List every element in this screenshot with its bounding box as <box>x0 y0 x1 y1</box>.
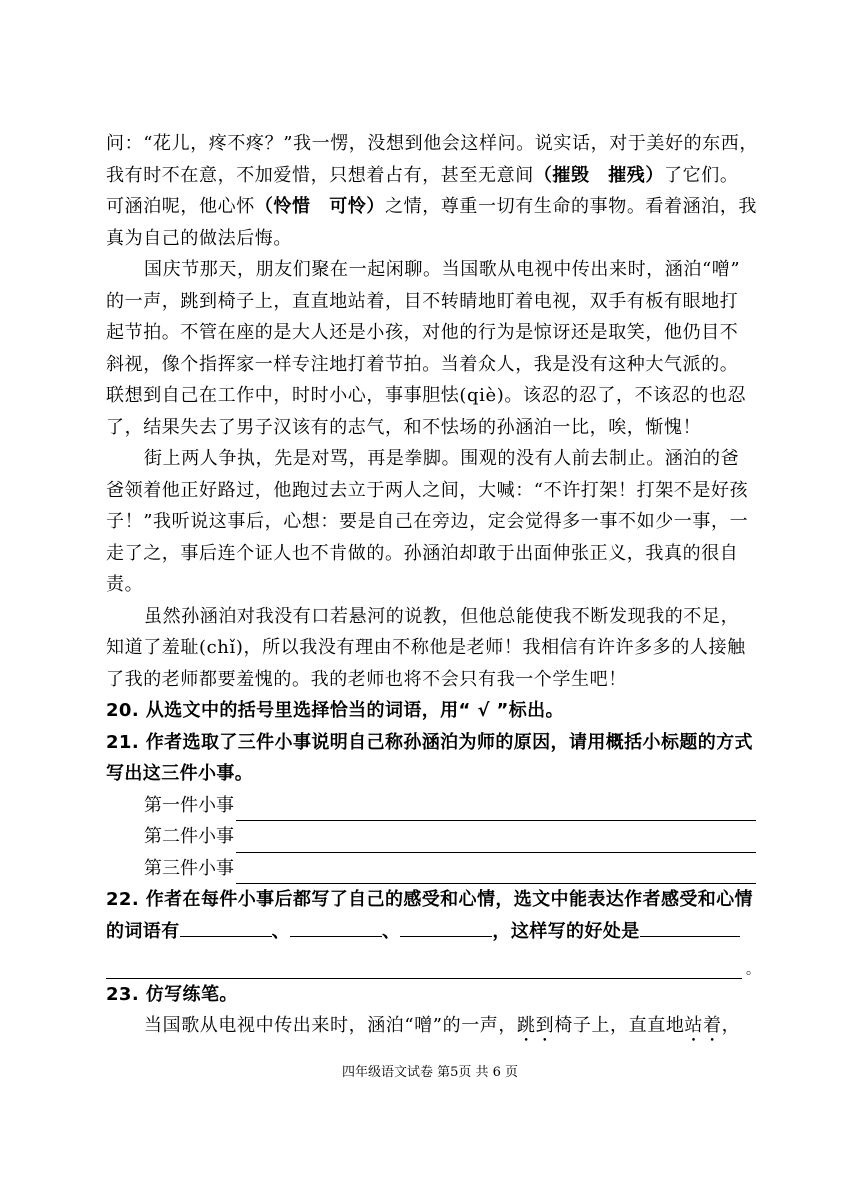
passage-line: 斜视，像个指挥家一样专注地打着节拍。当着众人，我是没有这种大气派的。 <box>106 353 739 375</box>
answer-blank[interactable] <box>236 798 756 821</box>
passage-line: 了，结果失去了男子汉该有的志气，和不怯场的孙涵泊一比，唉，惭愧！ <box>106 416 702 438</box>
passage-line: 责。 <box>106 574 144 595</box>
q23-emphasis: 站着 <box>684 1015 722 1036</box>
passage-line <box>106 191 760 223</box>
answer-blank[interactable] <box>180 916 272 937</box>
answer-label: 第三件小事 <box>144 857 234 879</box>
answer-blank[interactable] <box>290 916 382 937</box>
passage-line: 问：“花儿，疼不疼？”我一愣，没想到他会这样问。说实话，对于美好的东西， <box>106 133 759 154</box>
passage-text: 我有时不在意，不加爱惜，只想着占有，甚至无意间 <box>106 164 534 186</box>
q22-separator: 、 <box>271 920 291 942</box>
passage-line: 起节拍。不管在座的是大人还是小孩，对他的行为是惊讶还是取笑，他仍目不 <box>106 322 739 343</box>
question-22-cont <box>106 916 760 948</box>
passage-line <box>106 160 760 192</box>
q22-text: 的词语有 <box>106 920 180 942</box>
passage-line: 了我的老师都要羞愧的。我的老师也将不会只有我一个学生吧！ <box>106 668 627 690</box>
passage-line: 国庆节那天，朋友们聚在一起闲聊。当国歌从电视中传出来时，涵泊“噌” <box>144 259 741 280</box>
question-21: 21. 作者选取了三件小事说明自己称孙涵泊为师的原因，请用概括小标题的方式 <box>106 731 753 753</box>
answer-blank[interactable] <box>236 861 756 884</box>
word-choice-2[interactable]: （怜惜 可怜） <box>254 196 386 217</box>
answer-row-3 <box>106 853 760 885</box>
q23-text: 当国歌从电视中传出来时，涵泊“噌”的一声， <box>144 1015 518 1036</box>
passage-line: 虽然孙涵泊对我没有口若悬河的说教，但他总能使我不断发现我的不足， <box>144 605 740 627</box>
passage-line: 爸领着他正好路过，他跑过去立于两人之间，大喊：“不许打架！打架不是好孩 <box>106 479 749 501</box>
q22-end: 。 <box>746 961 760 978</box>
question-23: 23. 仿写练笔。 <box>106 983 238 1005</box>
passage-text: 了它们。 <box>664 164 739 186</box>
page-footer: 四年级语文试卷 第5页 共 6 页 <box>341 1065 519 1080</box>
q23-text: 椅子上，直直地 <box>554 1015 685 1036</box>
passage-line: 联想到自己在工作中，时时小心，事事胆怯(qiè)。该忍的忍了，不该忍的也忍 <box>106 385 747 406</box>
passage-line: 走了之，事后连个证人也不肯做的。孙涵泊却敢于出面伸张正义，我真的很自 <box>106 542 739 564</box>
q22-separator: 、 <box>382 920 401 942</box>
answer-blank[interactable] <box>640 916 740 937</box>
answer-label: 第一件小事 <box>144 794 234 816</box>
passage-line: 街上两人争执，先是对骂，再是拳脚。围观的没有人前去制止。涵泊的爸 <box>144 448 740 469</box>
passage-text: 可涵泊呢，他心怀 <box>106 196 255 217</box>
word-choice-1[interactable]: （摧毁 摧残） <box>533 164 665 186</box>
q22-text: ，这样写的好处是 <box>492 920 640 942</box>
passage-line: 的一声，跳到椅子上，直直地站着，目不转睛地盯着电视，双手有板有眼地打 <box>106 290 739 312</box>
answer-blank[interactable] <box>236 830 756 853</box>
exam-page <box>106 128 760 1042</box>
q23-text: ， <box>721 1015 741 1036</box>
answer-row-full <box>106 947 760 979</box>
passage-line <box>106 1010 760 1042</box>
passage-text: 之情，尊重一切有生命的事物。看着涵泊，我 <box>385 196 758 217</box>
passage-line: 真为自己的做法后悔。 <box>106 227 292 249</box>
answer-label: 第二件小事 <box>144 826 234 847</box>
question-20: 20. 从选文中的括号里选择恰当的词语，用“ √ ”标出。 <box>106 700 564 721</box>
passage-line: 子！”我听说这事后，心想：要是自己在旁边，定会觉得多一事不如少一事，一 <box>106 511 749 532</box>
q23-emphasis: 跳到 <box>517 1015 555 1036</box>
answer-row-1 <box>106 790 760 822</box>
passage-line: 知道了羞耻(chǐ)，所以我没有理由不称他是老师！我相信有许许多多的人接触 <box>106 637 746 658</box>
answer-blank[interactable] <box>106 960 742 979</box>
answer-blank[interactable] <box>400 916 492 937</box>
question-21-cont: 写出这三件小事。 <box>106 763 254 784</box>
answer-row-2 <box>106 821 760 853</box>
question-22: 22. 作者在每件小事后都写了自己的感受和心情，选文中能表达作者感受和心情 <box>106 889 753 910</box>
